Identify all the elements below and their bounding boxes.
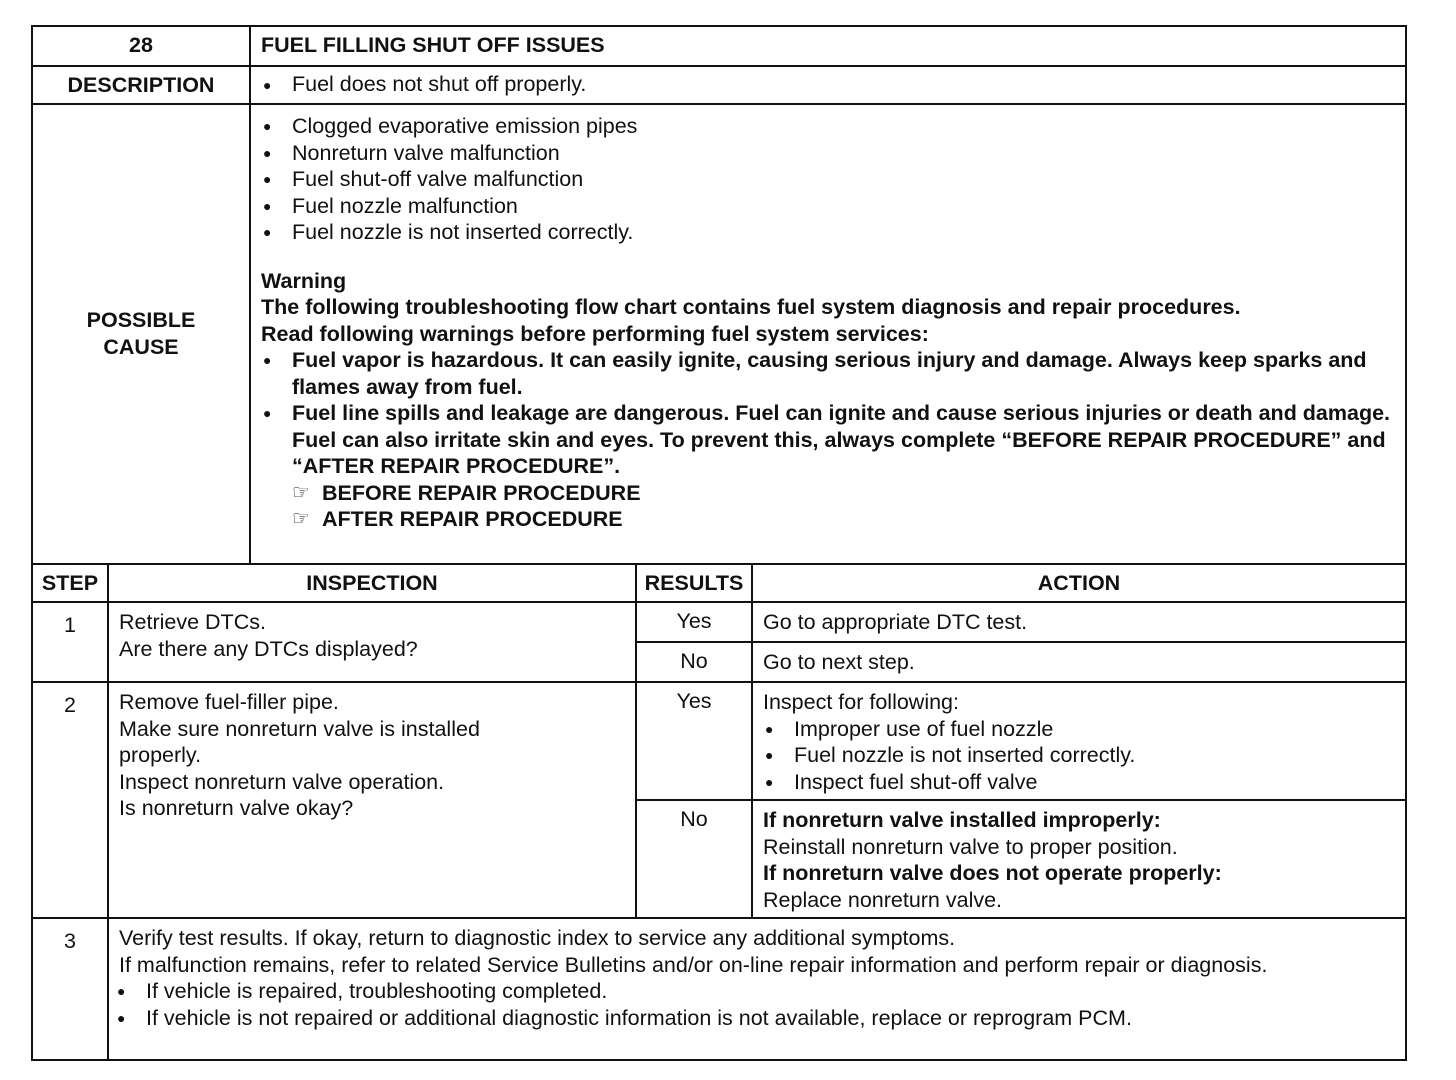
- action-item: ● Inspect fuel shut-off valve: [763, 769, 1395, 796]
- before-repair-link[interactable]: [261, 480, 1395, 507]
- possible-cause-label-line1: POSSIBLE: [86, 308, 196, 332]
- warning-list: [261, 347, 1395, 480]
- step-header: STEP: [32, 564, 108, 602]
- action-item: ● Fuel nozzle is not inserted correctly.: [763, 742, 1395, 769]
- result-no: No: [636, 800, 752, 918]
- title-row: [32, 26, 1406, 66]
- instruction-line: If malfunction remains, refer to related Service Bulletins and/or on-line repair information and perform repair or diagnosis.: [119, 952, 1268, 977]
- action-text: Go to appropriate DTC test.: [752, 602, 1406, 642]
- inspection-line: Inspect nonreturn valve operation.: [119, 769, 445, 794]
- instruction-item: ● If vehicle is repaired, troubleshooting completed.: [115, 978, 1395, 1005]
- step-1-yes-row: [32, 602, 1406, 642]
- section-number: 28: [32, 26, 250, 66]
- after-repair-link[interactable]: [261, 506, 1395, 533]
- action-item: ● Improper use of fuel nozzle: [763, 716, 1395, 743]
- action-list: [763, 716, 1395, 796]
- section-title: FUEL FILLING SHUT OFF ISSUES: [250, 26, 1406, 66]
- description-label: DESCRIPTION: [32, 66, 250, 104]
- step-number: 3: [32, 918, 108, 1060]
- warning-line: Read following warnings before performing fuel system services:: [261, 321, 929, 346]
- warning-line: The following troubleshooting flow chart contains fuel system diagnosis and repair procedures.: [261, 295, 1241, 319]
- step-1-inspection: [108, 602, 636, 682]
- action-text: Go to next step.: [752, 642, 1406, 682]
- inspection-line: Are there any DTCs displayed?: [119, 636, 418, 661]
- action-text: Reinstall nonreturn valve to proper position.: [763, 834, 1178, 859]
- step-2-no-action: [752, 800, 1406, 918]
- description-text: ● Fuel does not shut off properly.: [261, 72, 1395, 97]
- result-yes: Yes: [636, 602, 752, 642]
- inspection-header: INSPECTION: [108, 564, 636, 602]
- inspection-line: Make sure nonreturn valve is installed properly.: [119, 716, 480, 767]
- warning-title: Warning: [261, 268, 347, 293]
- instruction-line: Verify test results. If okay, return to diagnostic index to service any additional symptoms.: [119, 926, 956, 950]
- summary-table: [31, 25, 1407, 565]
- cause-item: ● Fuel nozzle is not inserted correctly.: [261, 219, 1395, 246]
- step-header-row: [32, 564, 1406, 602]
- step-table: [31, 563, 1407, 1061]
- inspection-line: Retrieve DTCs.: [119, 610, 266, 634]
- possible-cause-label-line2: CAUSE: [103, 335, 179, 359]
- instruction-list: [115, 978, 1395, 1031]
- cause-item: ● Clogged evaporative emission pipes: [261, 113, 1395, 140]
- warning-item: ● Fuel line spills and leakage are dangerous. Fuel can ignite and cause serious injuries or death and damage. Fuel can also irritate skin and eyes. To prevent this, always complete “BEFORE REPAIR PROCEDURE” and “AFTER REPAIR PROCEDURE”.: [261, 400, 1395, 480]
- warning-item: ● Fuel vapor is hazardous. It can easily ignite, causing serious injury and damage. Always keep sparks and flames away from fuel.: [261, 347, 1395, 400]
- description-row: [32, 66, 1406, 104]
- step-number: 1: [32, 602, 108, 682]
- description-cell: [250, 66, 1406, 104]
- inspection-line: Is nonreturn valve okay?: [119, 796, 354, 820]
- before-repair-label: BEFORE REPAIR PROCEDURE: [322, 480, 641, 505]
- step-3-instructions: [108, 918, 1406, 1060]
- warning-block: [261, 268, 1395, 533]
- possible-cause-label: [32, 104, 250, 564]
- inspection-line: Remove fuel-filler pipe.: [119, 690, 339, 714]
- cause-list: [261, 113, 1395, 246]
- step-2-yes-row: [32, 682, 1406, 800]
- possible-cause-row: [32, 104, 1406, 564]
- action-text: Replace nonreturn valve.: [763, 887, 1003, 912]
- action-condition: If nonreturn valve does not operate properly:: [763, 861, 1222, 885]
- action-header: ACTION: [752, 564, 1406, 602]
- result-no: No: [636, 642, 752, 682]
- step-2-inspection: [108, 682, 636, 918]
- cause-item: ● Nonreturn valve malfunction: [261, 140, 1395, 167]
- pointing-hand-icon: ☞: [292, 508, 310, 530]
- pointing-hand-icon: ☞: [292, 481, 310, 504]
- step-number: 2: [32, 682, 108, 918]
- step-2-yes-action: [752, 682, 1406, 800]
- step-3-row: [32, 918, 1406, 1060]
- action-condition: If nonreturn valve installed improperly:: [763, 808, 1161, 832]
- result-yes: Yes: [636, 682, 752, 800]
- instruction-item: ● If vehicle is not repaired or additional diagnostic information is not available, replace or reprogram PCM.: [115, 1005, 1395, 1032]
- possible-cause-cell: [250, 104, 1406, 564]
- cause-item: ● Fuel shut-off valve malfunction: [261, 166, 1395, 193]
- results-header: RESULTS: [636, 564, 752, 602]
- cause-item: ● Fuel nozzle malfunction: [261, 193, 1395, 220]
- after-repair-label: AFTER REPAIR PROCEDURE: [322, 507, 623, 531]
- action-intro: Inspect for following:: [763, 690, 959, 714]
